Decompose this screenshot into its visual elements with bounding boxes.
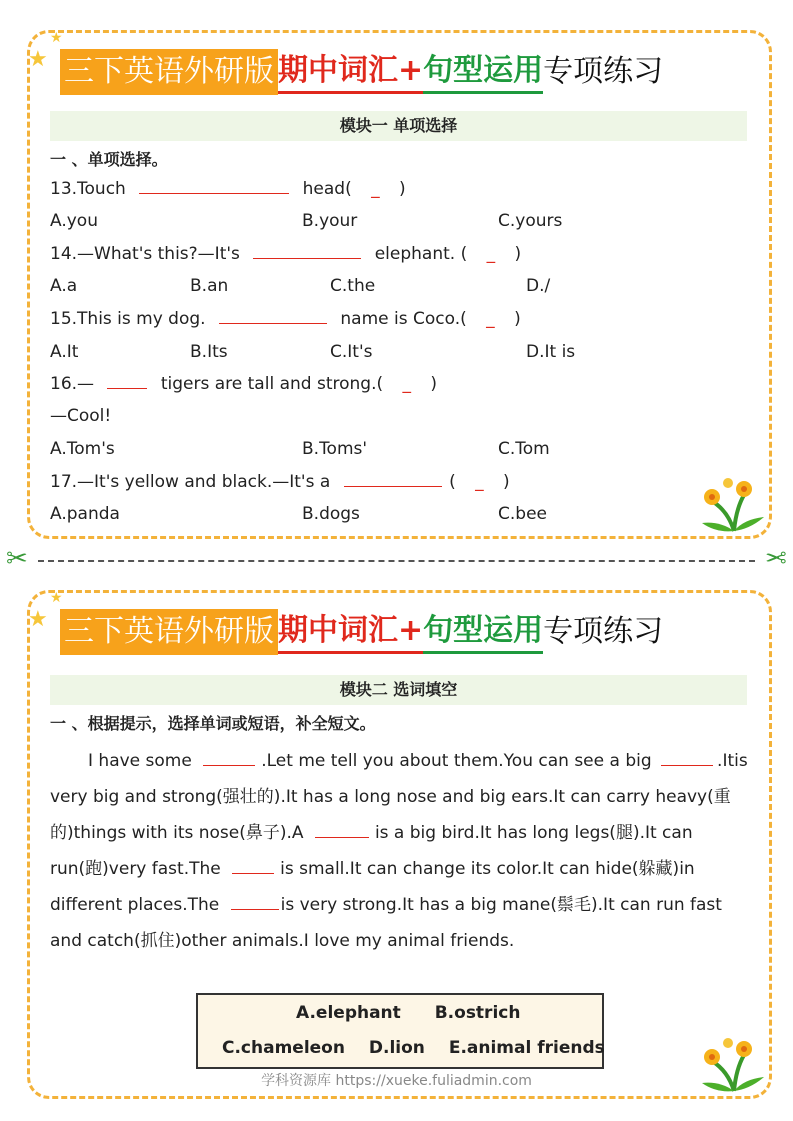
question-14 xyxy=(50,244,521,264)
option-c[interactable]: C.yours xyxy=(498,211,563,231)
answer-blank[interactable] xyxy=(139,179,289,194)
answer-blank[interactable] xyxy=(203,751,255,766)
passage-text: is a big bird.It has long legs(腿).It can run(跑)very fast.The xyxy=(50,823,693,879)
question-stem: 14.—What's this?—It's xyxy=(50,244,240,264)
title-banner xyxy=(60,49,663,95)
banner-part4: 专项练习 xyxy=(543,54,664,89)
answer-mark[interactable]: _ xyxy=(486,309,495,329)
answer-blank[interactable] xyxy=(315,823,369,838)
paren-close: ) xyxy=(399,179,406,199)
option-a[interactable]: A.a xyxy=(50,276,78,296)
question-16-reply: —Cool! xyxy=(50,406,112,426)
answer-blank[interactable] xyxy=(107,374,147,389)
answer-blank[interactable] xyxy=(219,309,327,324)
banner-part3: 句型运用 xyxy=(423,51,543,94)
banner-part4: 专项练习 xyxy=(543,614,664,649)
passage-text: is very strong.It has a big mane(鬃毛).It can run fast and catch(抓住)other animals.I love my animal friends. xyxy=(50,895,722,951)
option-a[interactable]: A.Tom's xyxy=(50,439,115,459)
answer-mark[interactable]: _ xyxy=(402,374,412,394)
flower-decoration-icon xyxy=(698,471,770,533)
word-option[interactable]: D.lion xyxy=(368,1038,425,1058)
passage-text: is small.It can change its color.It can hide(躲藏)in different places.The xyxy=(50,859,695,915)
question-stem: name is Coco.( xyxy=(340,309,467,329)
option-a[interactable]: A.It xyxy=(50,342,79,362)
passage-text: .Let me tell you about them.You can see a big xyxy=(261,751,652,771)
question-stem: head( xyxy=(302,179,352,199)
section-heading: 一 、根据提示，选择单词或短语，补全短文。 xyxy=(50,714,376,733)
question-stem: ( xyxy=(449,472,456,492)
option-b[interactable]: B.your xyxy=(302,211,358,231)
option-c[interactable]: C.bee xyxy=(498,504,547,524)
question-15 xyxy=(50,309,521,329)
word-bank-row-2 xyxy=(222,1038,605,1058)
title-banner xyxy=(60,609,663,655)
answer-mark[interactable]: _ xyxy=(475,472,484,492)
scissors-icon: ✂ xyxy=(765,544,787,574)
question-stem: 16.— xyxy=(50,374,95,394)
word-option[interactable]: C.chameleon xyxy=(222,1038,345,1058)
question-13 xyxy=(50,179,406,199)
passage-text: I have some xyxy=(88,751,192,771)
banner-part3: 句型运用 xyxy=(423,611,543,654)
question-17 xyxy=(50,472,510,492)
option-a[interactable]: A.you xyxy=(50,211,98,231)
answer-mark[interactable]: _ xyxy=(371,179,380,199)
cut-line xyxy=(38,560,755,562)
option-d[interactable]: D./ xyxy=(526,276,551,296)
banner-part1: 三下英语外研版 xyxy=(60,609,278,655)
star-icon: ★ xyxy=(50,30,63,46)
question-stem: 17.—It's yellow and black.—It's a xyxy=(50,472,331,492)
star-icon: ★ xyxy=(50,590,63,606)
word-option[interactable]: E.animal friends xyxy=(448,1038,605,1058)
paren-close: ) xyxy=(430,374,438,394)
paren-close: ) xyxy=(514,244,522,264)
word-option[interactable]: A.elephant xyxy=(296,1003,401,1023)
paren-close: ) xyxy=(503,472,510,492)
answer-blank[interactable] xyxy=(253,244,361,259)
answer-mark[interactable]: _ xyxy=(486,244,496,264)
question-16 xyxy=(50,374,437,394)
footer-watermark: 学科资源库 https://xueke.fuliadmin.com xyxy=(261,1073,532,1089)
scissors-icon: ✂ xyxy=(6,544,28,574)
star-icon: ★ xyxy=(28,607,48,632)
banner-part2: 期中词汇+ xyxy=(278,611,423,654)
answer-blank[interactable] xyxy=(661,751,713,766)
passage xyxy=(50,743,750,959)
worksheet-card-2 xyxy=(27,590,772,1099)
option-a[interactable]: A.panda xyxy=(50,504,120,524)
module-title: 模块二 选词填空 xyxy=(50,675,747,705)
question-stem: elephant. ( xyxy=(374,244,468,264)
answer-blank[interactable] xyxy=(344,472,442,487)
question-stem: tigers are tall and strong.( xyxy=(160,374,384,394)
passage-text: .Itis very big and strong(强壮的).It has a long nose and big ears.It can carry heavy(重的)things with its nose(鼻子).A xyxy=(50,751,748,843)
answer-blank[interactable] xyxy=(232,859,274,874)
paren-close: ) xyxy=(514,309,521,329)
module-title: 模块一 单项选择 xyxy=(50,111,747,141)
question-stem: 15.This is my dog. xyxy=(50,309,206,329)
option-b[interactable]: B.an xyxy=(190,276,229,296)
option-c[interactable]: C.It's xyxy=(330,342,373,362)
answer-blank[interactable] xyxy=(231,895,279,910)
option-b[interactable]: B.Toms' xyxy=(302,439,368,459)
option-d[interactable]: D.It is xyxy=(526,342,576,362)
star-icon: ★ xyxy=(28,47,48,72)
section-heading: 一 、单项选择。 xyxy=(50,150,168,169)
option-b[interactable]: B.dogs xyxy=(302,504,360,524)
option-b[interactable]: B.Its xyxy=(190,342,228,362)
option-c[interactable]: C.Tom xyxy=(498,439,550,459)
worksheet-card-1 xyxy=(27,30,772,539)
word-option[interactable]: B.ostrich xyxy=(434,1003,521,1023)
option-c[interactable]: C.the xyxy=(330,276,376,296)
word-bank-row-1 xyxy=(296,1003,520,1023)
banner-part2: 期中词汇+ xyxy=(278,51,423,94)
question-stem: 13.Touch xyxy=(50,179,126,199)
banner-part1: 三下英语外研版 xyxy=(60,49,278,95)
word-bank xyxy=(196,993,604,1069)
